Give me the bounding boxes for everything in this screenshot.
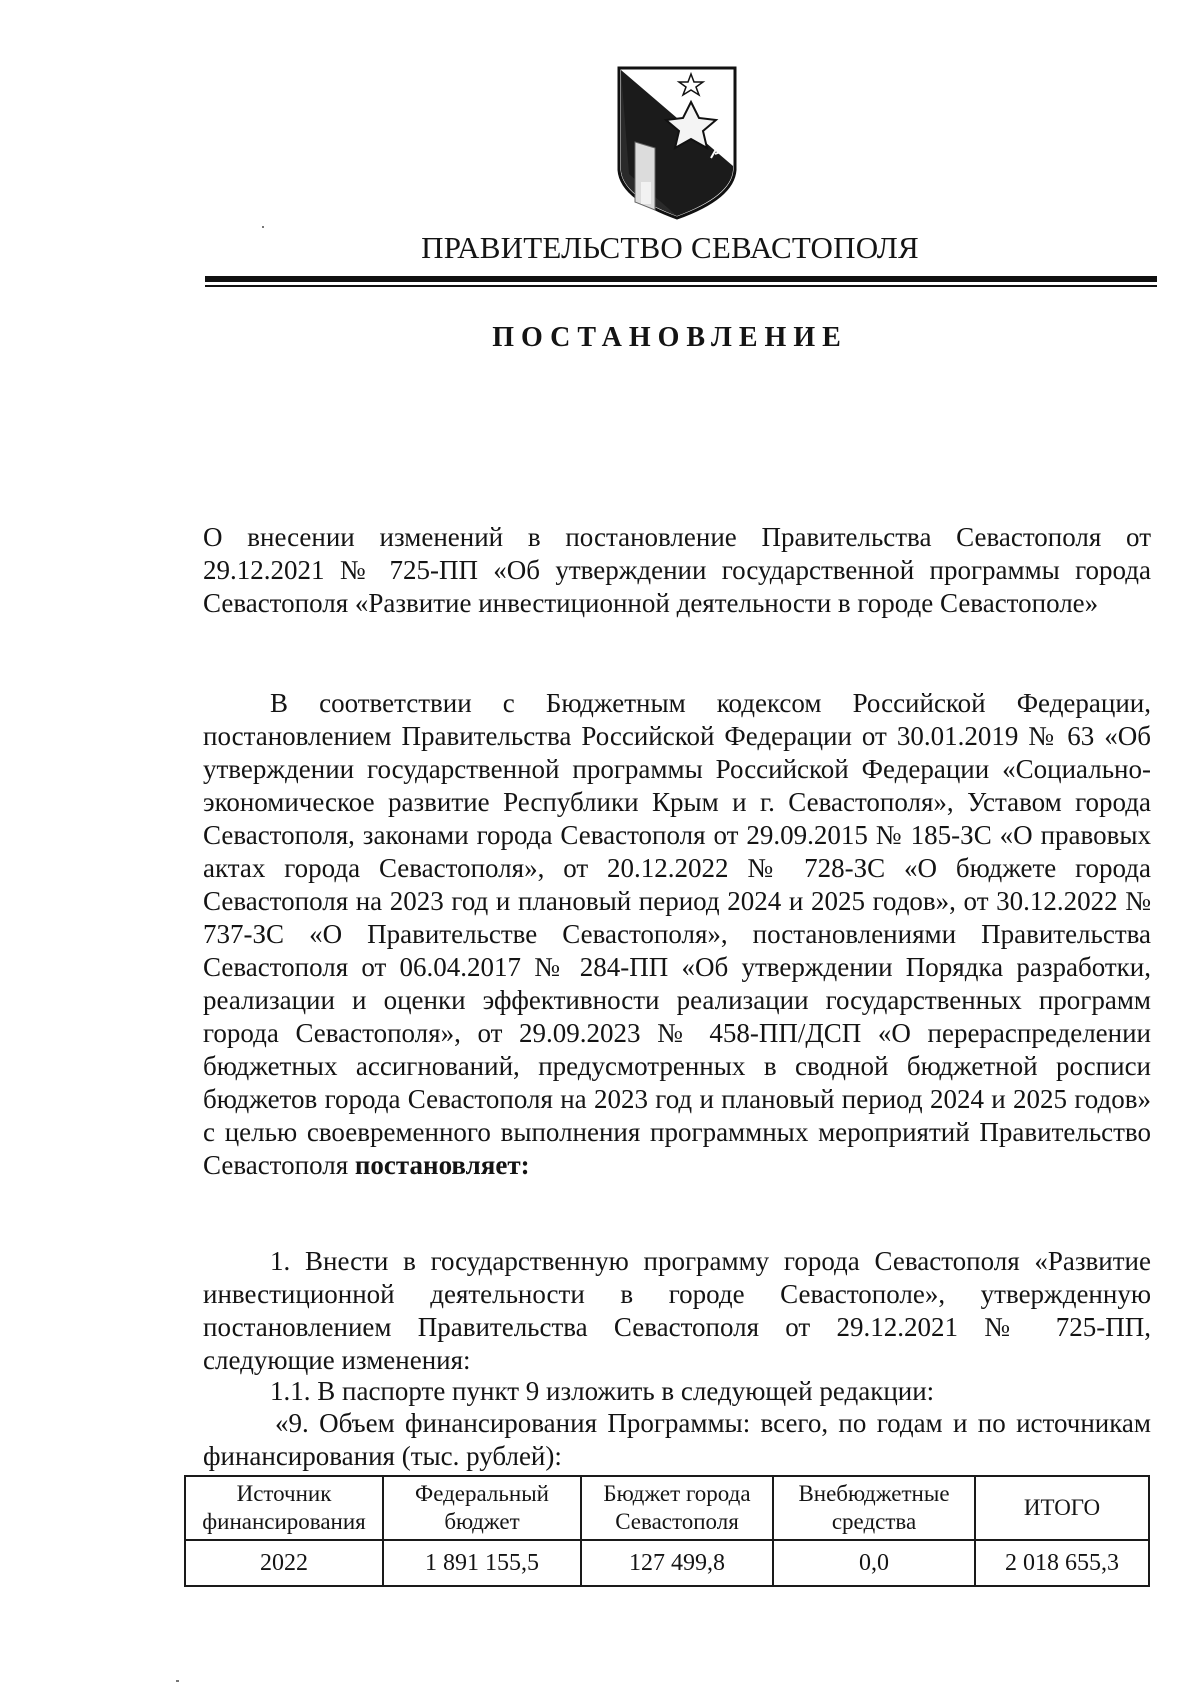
financing-table xyxy=(184,1475,1150,1587)
header-federal-budget: Федеральный бюджет xyxy=(383,1476,581,1540)
item-1-1: 1.1. В паспорте пункт 9 изложить в следующей редакции: xyxy=(270,1376,935,1406)
cell-extrabudgetary: 0,0 xyxy=(773,1540,975,1586)
preamble-paragraph xyxy=(203,687,1151,1182)
government-name: ПРАВИТЕЛЬСТВО СЕВАСТОПОЛЯ xyxy=(421,230,919,265)
document-subject: О внесении изменений в постановление Правительства Севастополя от 29.12.2021 № 725-ПП «Об утверждении государственной программы города Севастополя «Развитие инвестиционной деятельности в городе Севастополе» xyxy=(203,522,1151,618)
header-extrabudgetary: Внебюджетные средства xyxy=(773,1476,975,1540)
header-total: ИТОГО xyxy=(975,1476,1149,1540)
scan-artifact xyxy=(176,1680,179,1682)
decree-word: постановляет: xyxy=(354,1150,530,1180)
sevastopol-coat-of-arms-icon xyxy=(615,62,739,220)
cell-total: 2 018 655,3 xyxy=(975,1540,1149,1586)
header-divider-thin xyxy=(205,285,1157,287)
table-row xyxy=(185,1540,1149,1586)
cell-year: 2022 xyxy=(185,1540,383,1586)
header-city-budget: Бюджет города Севастополя xyxy=(581,1476,773,1540)
preamble-text: В соответствии с Бюджетным кодексом Российской Федерации, постановлением Правительства Российской Федерации от 30.01.2019 № 63 «Об утверждении государственной программы Российской Федерации «Социально-экономическое развитие Республики Крым и г. Севастополя», Уставом города Севастополя, законами города Севастополя от 29.09.2015 № 185-ЗС «О правовых актах города Севастополя», от 20.12.2022 № 728-ЗС «О бюджете города Севастополя на 2023 год и плановый период 2024 и 2025 годов», от 30.12.2022 № 737-ЗС «О Правительстве Севастополя», постановлениями Правительства Севастополя от 06.04.2017 № 284-ПП «Об утверждении Порядка разработки, реализации и оценки эффективности реализации государственных программ города Севастополя», от 29.09.2023 № 458-ПП/ДСП «О перераспределении бюджетных ассигнований, предусмотренных в сводной бюджетной росписи бюджетов города Севастополя на 2023 год и плановый период 2024 и 2025 годов» с целью своевременного выполнения программных мероприятий Правительство Севастополя xyxy=(203,688,1151,1180)
scan-artifact xyxy=(262,226,264,228)
header-divider-thick xyxy=(205,276,1157,282)
item-9: «9. Объем финансирования Программы: всего, по годам и по источникам финансирования (тыс. рублей): xyxy=(203,1408,1151,1471)
item-1: 1. Внести в государственную программу города Севастополя «Развитие инвестиционной деятельности в городе Севастополе», утвержденную постановлением Правительства Севастополя от 29.12.2021 № 725-ПП, следующие изменения: xyxy=(203,1246,1151,1375)
header-source: Источник финансирования xyxy=(185,1476,383,1540)
table-header-row xyxy=(185,1476,1149,1540)
document-type: ПОСТАНОВЛЕНИЕ xyxy=(492,322,848,353)
cell-federal-budget: 1 891 155,5 xyxy=(383,1540,581,1586)
cell-city-budget: 127 499,8 xyxy=(581,1540,773,1586)
